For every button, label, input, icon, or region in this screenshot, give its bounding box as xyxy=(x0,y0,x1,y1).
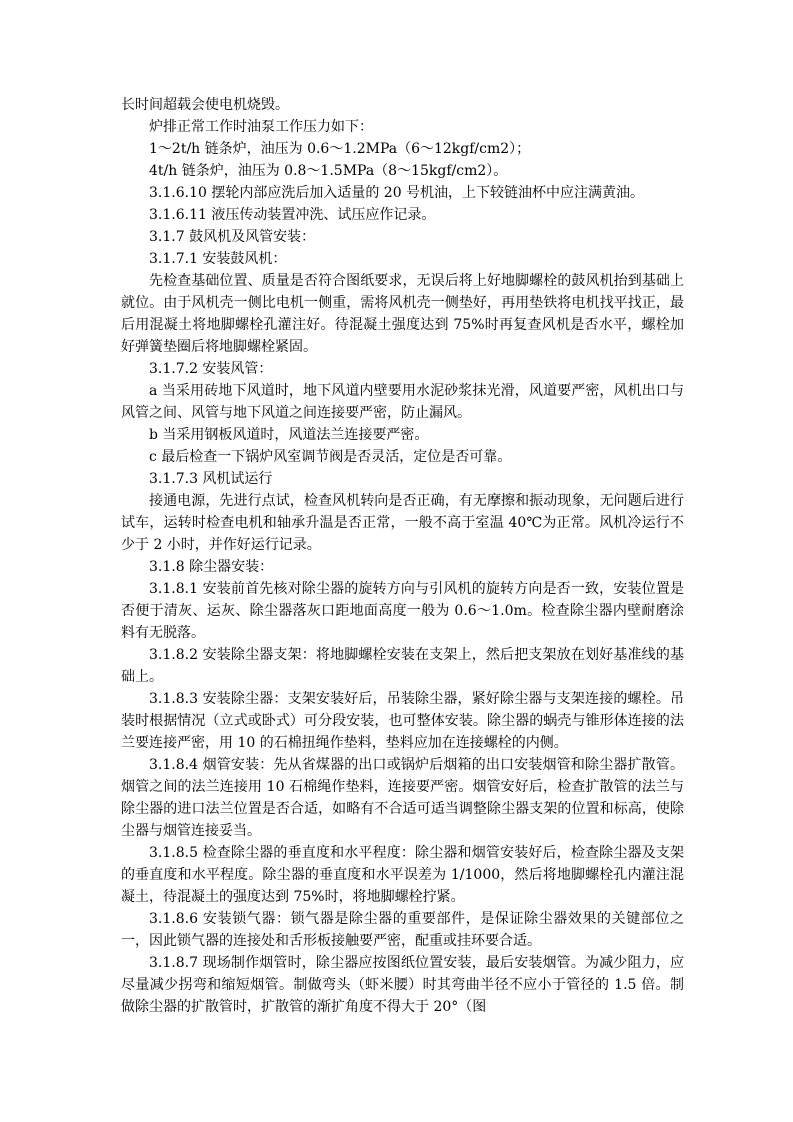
paragraph-oil-pressure-2: 4t/h 链条炉，油压为 0.8～1.5MPa（8～15kgf/cm2）。 xyxy=(149,163,508,179)
paragraph-fan-trial: 接通电源，先进行点试，检查风机转向是否正确，有无摩擦和振动现象，无问题后进行试车，运转时检查电机和轴承升温是否正常，一般不高于室温 40℃为正常。风机冷运行不少于 2 小时，并作好运行记录。 xyxy=(121,493,684,553)
paragraph-3-1-8-6: 3.1.8.6 安装锁气器：锁气器是除尘器的重要部件，是保证除尘器效果的关键部位之一，因此锁气器的连接处和舌形板接触要严密，配重或挂环要合适。 xyxy=(121,911,684,949)
paragraph-3-1-8-3: 3.1.8.3 安装除尘器：支架安装好后，吊装除尘器，紧好除尘器与支架连接的螺栓。吊装时根据情况（立式或卧式）可分段安装，也可整体安装。除尘器的蜗壳与锥形体连接的法兰要连接严密，用 10 的石棉扭绳作垫料，垫料应加在连接螺栓的内侧。 xyxy=(121,691,684,751)
document-body xyxy=(121,94,684,1018)
paragraph-3-1-6-10: 3.1.6.10 摆轮内部应洗后加入适量的 20 号机油，上下较链油杯中应注满黄油。 xyxy=(149,185,645,201)
heading-3-1-7-2: 3.1.7.2 安装风管： xyxy=(149,361,273,377)
paragraph-oil-pressure-1: 1～2t/h 链条炉，油压为 0.6～1.2MPa（6～12kgf/cm2）； xyxy=(149,141,531,157)
heading-3-1-7-1: 3.1.7.1 安装鼓风机： xyxy=(149,251,287,267)
paragraph-3-1-8-2: 3.1.8.2 安装除尘器支架：将地脚螺栓安装在支架上，然后把支架放在划好基准线的基础上。 xyxy=(121,647,684,685)
paragraph-duct-c: c 最后检查一下锅炉风室调节阀是否灵活，定位是否可靠。 xyxy=(149,449,512,465)
paragraph-3-1-8-5: 3.1.8.5 检查除尘器的垂直度和水平程度：除尘器和烟管安装好后，检查除尘器及支架的垂直度和水平程度。除尘器的垂直度和水平误差为 1/1000，然后将地脚螺栓孔内灌注混凝土，待混凝土的强度达到 75%时，将地脚螺栓拧紧。 xyxy=(121,845,684,905)
heading-3-1-7-3: 3.1.7.3 风机试运行 xyxy=(149,471,273,487)
heading-3-1-8: 3.1.8 除尘器安装： xyxy=(149,559,274,575)
paragraph-install-blower: 先检查基础位置、质量是否符合图纸要求，无误后将上好地脚螺栓的鼓风机抬到基础上就位。由于风机壳一侧比电机一侧重，需将风机壳一侧垫好，再用垫铁将电机找平找正，最后用混凝土将地脚螺栓孔灌注好。待混凝土强度达到 75%时再复查风机是否水平，螺栓加好弹簧垫圈后将地脚螺栓紧固。 xyxy=(121,273,684,355)
paragraph-3-1-8-4: 3.1.8.4 烟管安装：先从省煤器的出口或锅炉后烟箱的出口安装烟管和除尘器扩散管。烟管之间的法兰连接用 10 石棉绳作垫料，连接要严密。烟管安好后，检查扩散管的法兰与除尘器的进口法兰位置是否合适，如略有不合适可适当调整除尘器支架的位置和标高，使除尘器与烟管连接妥当。 xyxy=(121,757,684,839)
paragraph-3-1-8-1: 3.1.8.1 安装前首先核对除尘器的旋转方向与引风机的旋转方向是否一致，安装位置是否便于清灰、运灰、除尘器落灰口距地面高度一般为 0.6～1.0m。检查除尘器内壁耐磨涂料有无脱落。 xyxy=(121,581,684,641)
paragraph-continuation: 长时间超载会使电机烧毁。 xyxy=(121,97,289,113)
paragraph-3-1-6-11: 3.1.6.11 液压传动装置冲洗、试压应作记录。 xyxy=(149,207,436,223)
heading-3-1-7: 3.1.7 鼓风机及风管安装： xyxy=(149,229,316,245)
paragraph-oil-pressure-intro: 炉排正常工作时油泵工作压力如下： xyxy=(149,119,373,135)
paragraph-duct-b: b 当采用钢板风道时，风道法兰连接要严密。 xyxy=(149,427,429,443)
paragraph-duct-a: a 当采用砖地下风道时，地下风道内壁要用水泥砂浆抹光滑，风道要严密，风机出口与风管之间、风管与地下风道之间连接要严密，防止漏风。 xyxy=(121,383,684,421)
paragraph-3-1-8-7: 3.1.8.7 现场制作烟管时，除尘器应按图纸位置安装，最后安装烟管。为减少阻力，应尽量减少拐弯和缩短烟管。制做弯头（虾米腰）时其弯曲半径不应小于管径的 1.5 倍。制做除尘器的扩散管时，扩散管的渐扩角度不得大于 20°（图 xyxy=(121,955,684,1015)
